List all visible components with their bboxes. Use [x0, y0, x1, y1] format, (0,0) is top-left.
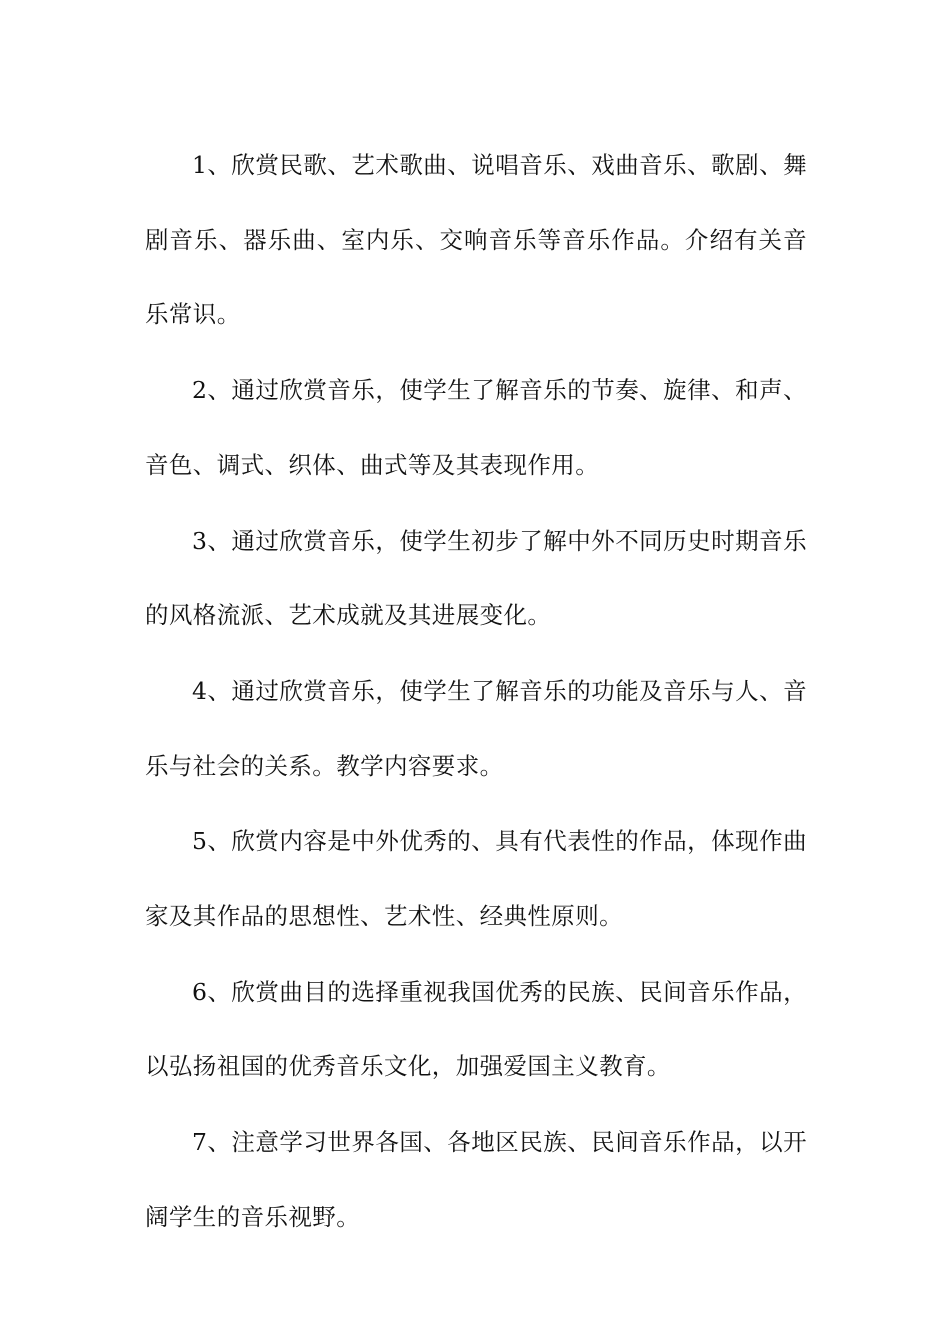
paragraph-3: 3、通过欣赏音乐，使学生初步了解中外不同历史时期音乐的风格流派、艺术成就及其进展变化。 [145, 526, 807, 630]
paragraph-1: 1、欣赏民歌、艺术歌曲、说唱音乐、戏曲音乐、歌剧、舞剧音乐、器乐曲、室内乐、交响音乐等音乐作品。介绍有关音乐常识。 [145, 151, 807, 329]
paragraph-6: 6、欣赏曲目的选择重视我国优秀的民族、民间音乐作品，以弘扬祖国的优秀音乐文化，加强爱国主义教育。 [145, 977, 807, 1081]
document-body [145, 128, 807, 1256]
paragraph-5: 5、欣赏内容是中外优秀的、具有代表性的作品，体现作曲家及其作品的思想性、艺术性、经典性原则。 [145, 827, 807, 931]
paragraph-2: 2、通过欣赏音乐，使学生了解音乐的节奏、旋律、和声、音色、调式、织体、曲式等及其表现作用。 [145, 376, 807, 479]
paragraph-4: 4、通过欣赏音乐，使学生了解音乐的功能及音乐与人、音乐与社会的关系。教学内容要求。 [145, 676, 807, 780]
paragraph-7: 7、注意学习世界各国、各地区民族、民间音乐作品，以开阔学生的音乐视野。 [145, 1128, 807, 1231]
